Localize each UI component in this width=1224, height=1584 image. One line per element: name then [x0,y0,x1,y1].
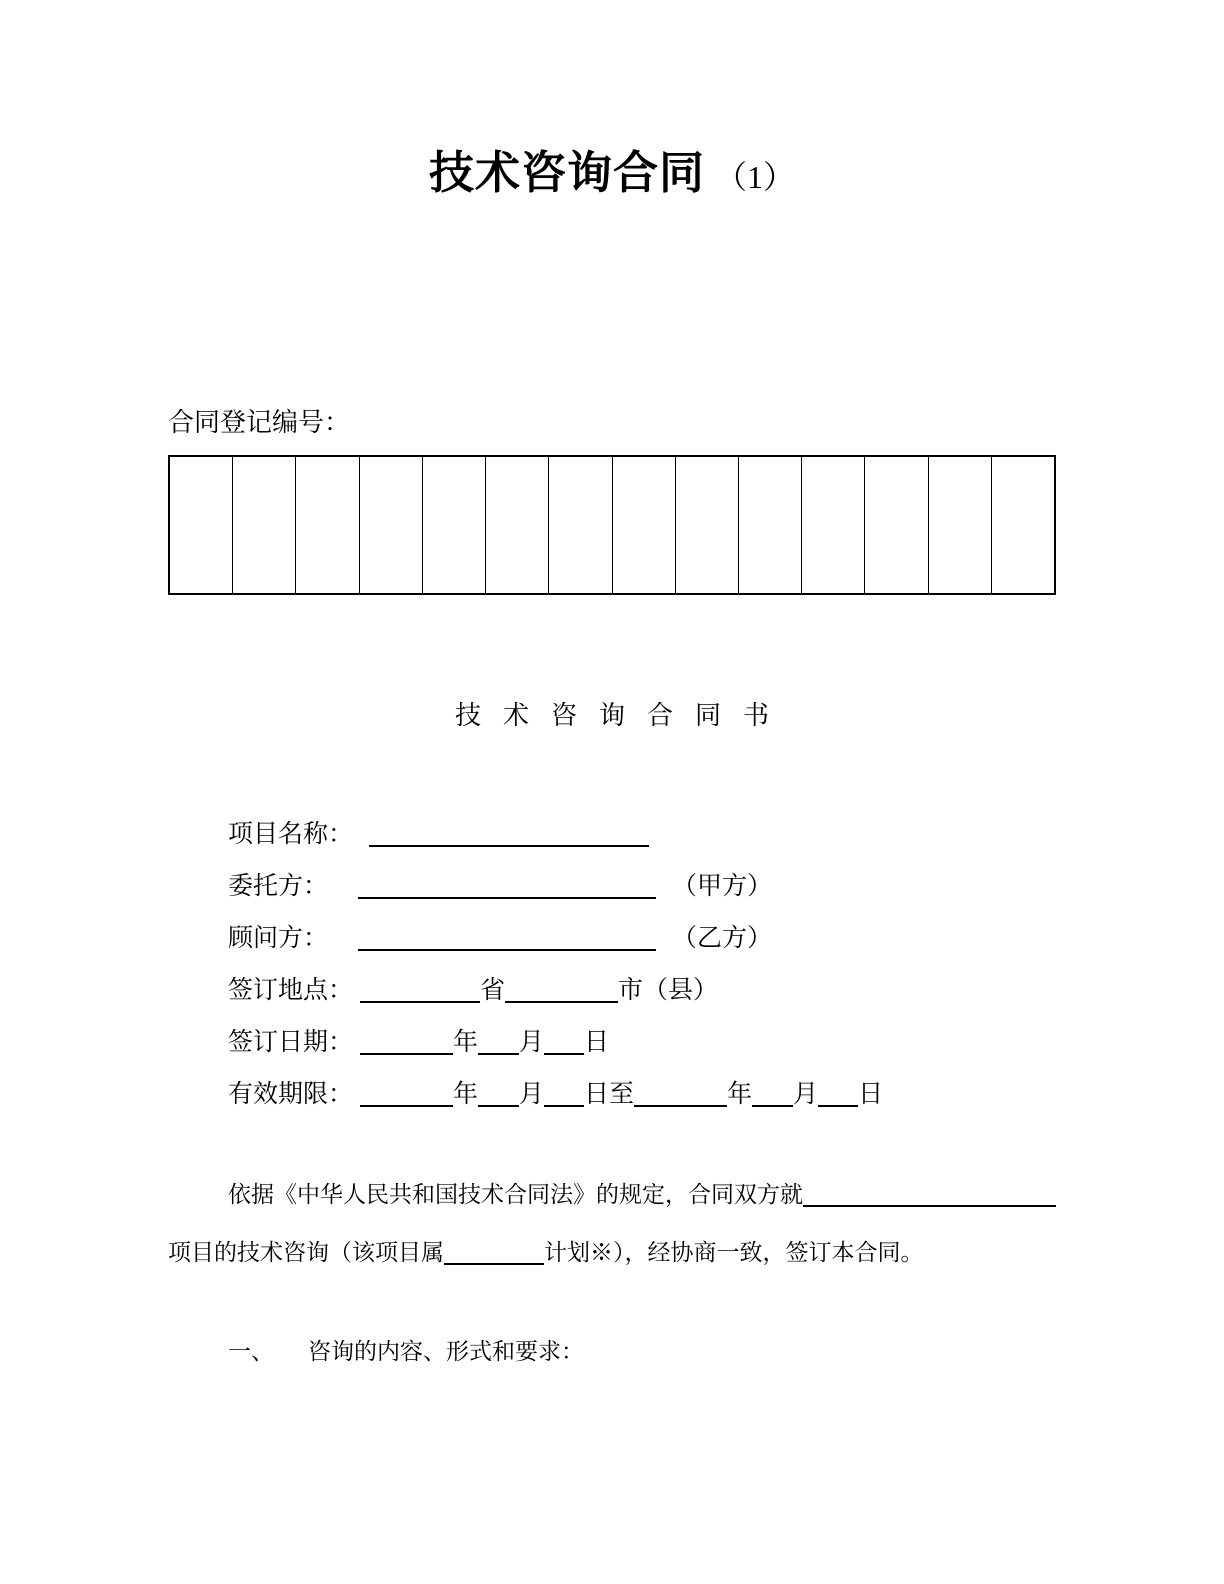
field-text: 市（县） [618,977,719,1004]
blank-underline [818,1105,858,1107]
field-text: 月 [519,1029,545,1056]
section-number: 一、 [228,1339,274,1364]
blank-underline [803,1205,1056,1207]
field-text: 月 [519,1081,545,1108]
registration-grid-cell [738,457,801,593]
field-text: （乙方） [672,925,773,952]
blank-underline [544,1053,584,1055]
field-row-signing-date [168,1027,1056,1058]
blank-underline [544,1105,584,1107]
blank-underline [634,1105,727,1107]
blank-underline [358,949,656,951]
blank-underline [478,1105,519,1107]
field-label: 签订地点： [228,977,354,1004]
blank-underline [478,1053,519,1055]
field-label: 顾问方： [228,925,329,952]
field-text: 年 [453,1029,479,1056]
registration-grid-cell [675,457,738,593]
registration-grid-cell [928,457,991,593]
registration-grid-cell [548,457,611,593]
field-label: 项目名称： [228,821,354,848]
field-text: 年 [727,1081,753,1108]
blank-underline [360,1105,453,1107]
document-subtitle: 技术咨询合同书 [454,701,791,730]
registration-grid-cell [422,457,485,593]
field-row-project-name [168,819,1056,850]
field-text: 省 [480,977,506,1004]
title-number-note: （1） [715,159,796,195]
intro-paragraph [168,1166,1056,1282]
field-row-validity-period [168,1079,1056,1110]
registration-grid-cell [864,457,927,593]
registration-number-grid [168,455,1056,595]
intro-line1-text: 依据《中华人民共和国技术合同法》的规定，合同双方就 [228,1182,803,1207]
field-text: 日至 [584,1081,635,1108]
field-label: 委托方： [228,873,329,900]
registration-grid-cell [801,457,864,593]
form-fields [168,819,1056,1110]
section-title: 咨询的内容、形式和要求： [308,1339,584,1364]
registration-number-label: 合同登记编号： [168,408,351,437]
field-row-party-a [168,871,1056,902]
title-text: 技术咨询合同 [428,147,705,198]
field-text: 日 [858,1081,884,1108]
field-text: 日 [584,1029,610,1056]
field-text: 年 [453,1081,479,1108]
blank-underline [752,1105,793,1107]
field-label: 签订日期： [228,1029,354,1056]
field-row-signing-place [168,975,1056,1006]
field-row-party-b [168,923,1056,954]
blank-underline [360,1001,480,1003]
registration-grid-cell [991,457,1054,593]
blank-underline [358,897,656,899]
blank-underline [505,1001,618,1003]
intro-paragraph-line-2 [168,1224,1056,1282]
registration-grid-cell [295,457,358,593]
blank-underline [360,1053,453,1055]
field-label: 有效期限： [228,1081,354,1108]
registration-grid-cell [485,457,548,593]
blank-underline [444,1263,544,1265]
field-text: 月 [793,1081,819,1108]
field-text: （甲方） [672,873,773,900]
field-text: 项目的技术咨询（该项目属 [168,1240,444,1265]
section-heading-1 [168,1336,1056,1368]
document-title [168,140,1056,206]
registration-grid-cell [359,457,422,593]
registration-grid-cell [170,457,232,593]
blank-underline [369,845,649,847]
field-text: 计划※），经协商一致，签订本合同。 [544,1240,924,1265]
intro-paragraph-line-1 [168,1166,1056,1224]
registration-grid-cell [612,457,675,593]
registration-grid-cell [232,457,295,593]
